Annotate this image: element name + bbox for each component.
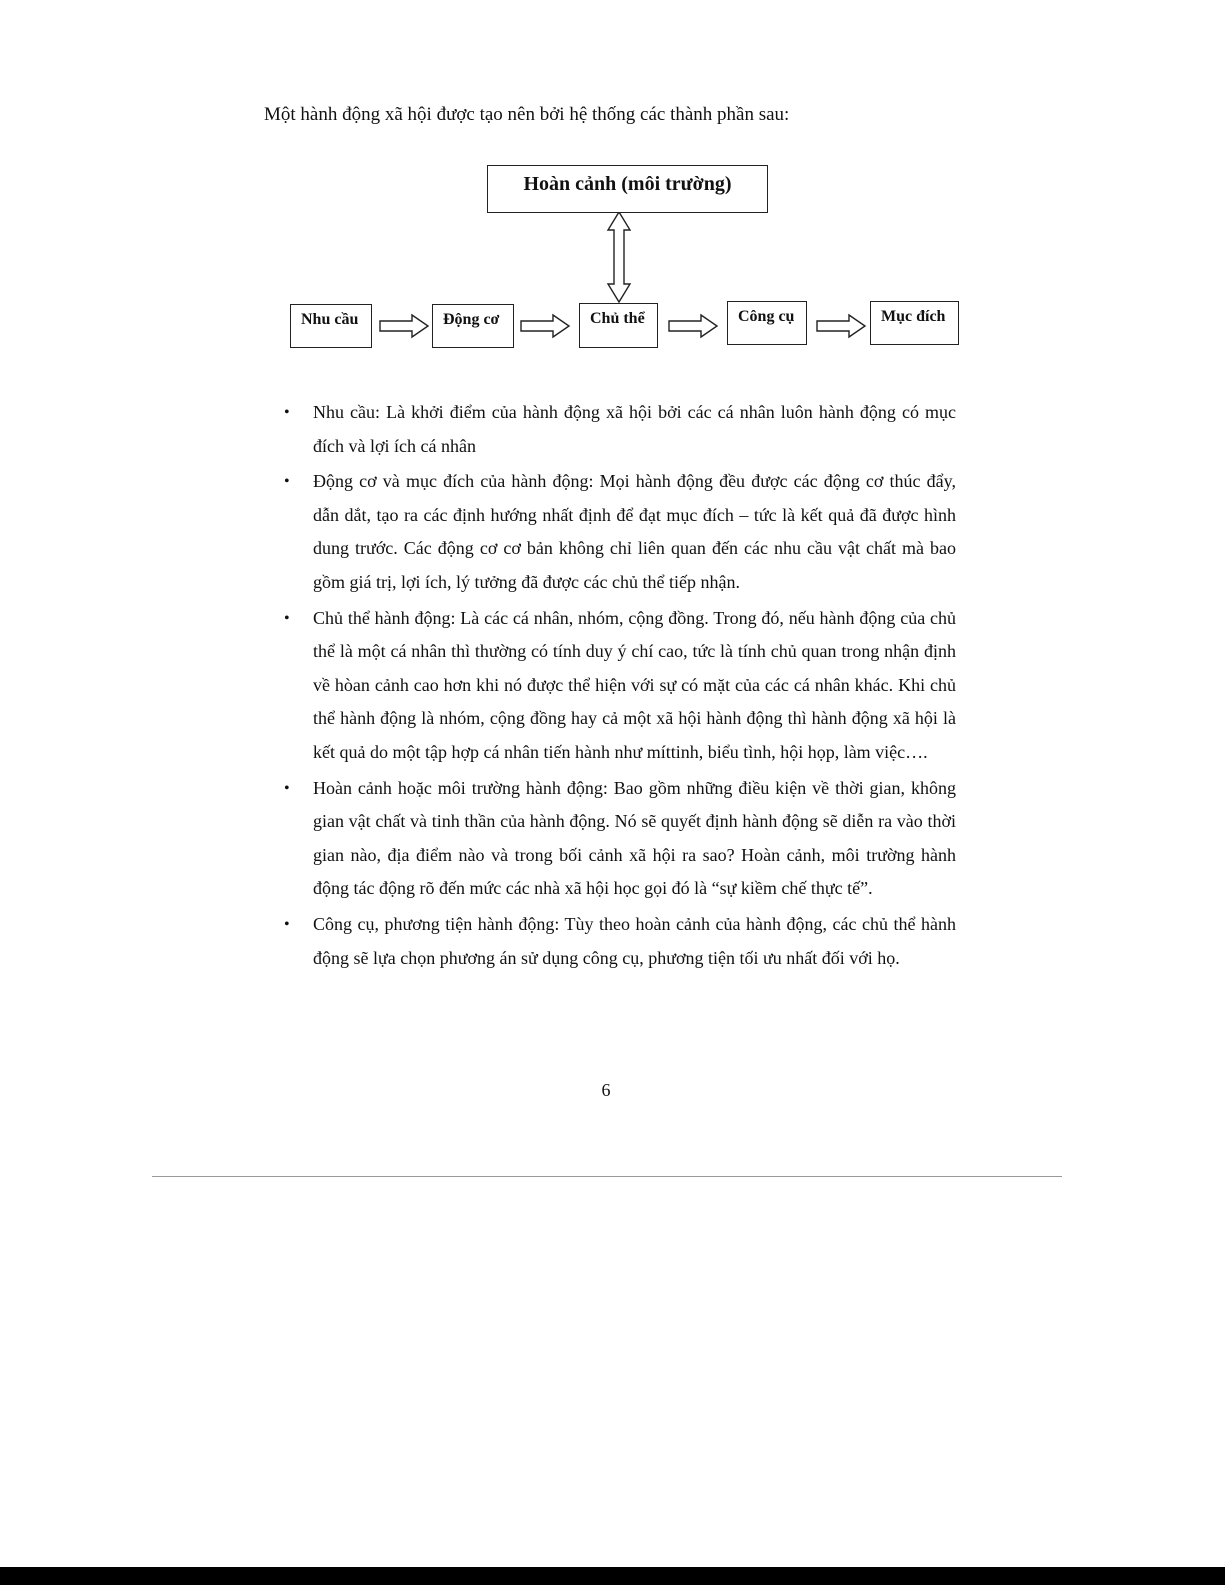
list-item — [284, 465, 956, 599]
arrow-cong-cu-muc-dich — [817, 315, 865, 337]
list-item-text: Chủ thể hành động: Là các cá nhân, nhóm, cộng đồng. Trong đó, nếu hành động của chủ thể là một cá nhân thì thường có tính duy ý chí cao, tức là tính chủ quan trong nhận định về hòan cảnh cao hơn khi nó được thể hiện với sự có mặt của các cá nhân khác. Khi chủ thể hành động là nhóm, cộng đồng hay cả một xã hội hành động thì hành động xã hội là kết quả do một tập hợp cá nhân tiến hành như míttinh, biểu tình, hội họp, làm việc…. — [313, 607, 956, 762]
bullet-list — [284, 396, 956, 977]
bullet-icon: • — [284, 473, 290, 491]
list-item — [284, 396, 956, 463]
bottom-bar — [0, 1567, 1225, 1585]
list-item-text: Động cơ và mục đích của hành động: Mọi hành động đều được các động cơ thúc đẩy, dẫn dắt, tạo ra các định hướng nhất định để đạt mục đích – tức là kết quả đã được hình dung trước. Các động cơ cơ bản không chỉ liên quan đến các nhu cầu vật chất mà bao gồm giá trị, lợi ích, lý tưởng đã được các chủ thể tiếp nhận. — [313, 471, 956, 592]
page-separator — [152, 1176, 1062, 1177]
page-number: 6 — [601, 1080, 611, 1100]
list-item-text: Nhu cầu: Là khởi điểm của hành động xã hội bởi các cá nhân luôn hành động có mục đích và lợi ích cá nhân — [313, 402, 956, 456]
action-diagram — [0, 0, 1225, 380]
intro-paragraph: Một hành động xã hội được tạo nên bởi hệ thống các thành phần sau: — [264, 104, 790, 125]
list-item — [284, 908, 956, 975]
box-chu-the: Chủ thể — [579, 303, 658, 348]
arrow-dong-co-chu-the — [521, 315, 569, 337]
box-muc-dich: Mục đích — [870, 301, 959, 345]
arrow-nhu-cau-dong-co — [380, 315, 428, 337]
list-item — [284, 772, 956, 906]
double-arrow-vertical — [608, 212, 630, 302]
bullet-icon: • — [284, 609, 290, 627]
box-cong-cu: Công cụ — [727, 301, 807, 345]
bullet-icon: • — [284, 915, 290, 933]
arrow-chu-the-cong-cu — [669, 315, 717, 337]
box-hoan-canh: Hoàn cảnh (môi trường) — [487, 165, 768, 213]
list-item-text: Công cụ, phương tiện hành động: Tùy theo hoàn cảnh của hành động, các chủ thể hành động sẽ lựa chọn phương án sử dụng công cụ, phương tiện tối ưu nhất đối với họ. — [313, 913, 956, 968]
box-nhu-cau: Nhu cầu — [290, 304, 372, 348]
box-dong-co: Động cơ — [432, 304, 514, 348]
list-item-text: Hoàn cảnh hoặc môi trường hành động: Bao gồm những điều kiện về thời gian, không gian vật chất và tinh thần của hành động. Nó sẽ quyết định hành động sẽ diễn ra vào thời gian nào, địa điểm nào và trong bối cảnh xã hội ra sao? Hoàn cảnh, môi trường hành động tác động rõ đến mức các nhà xã hội học gọi đó là “sự kiềm chế thực tế”. — [313, 777, 956, 899]
bullet-icon: • — [284, 779, 290, 797]
bullet-icon: • — [284, 404, 290, 421]
list-item — [284, 602, 956, 770]
